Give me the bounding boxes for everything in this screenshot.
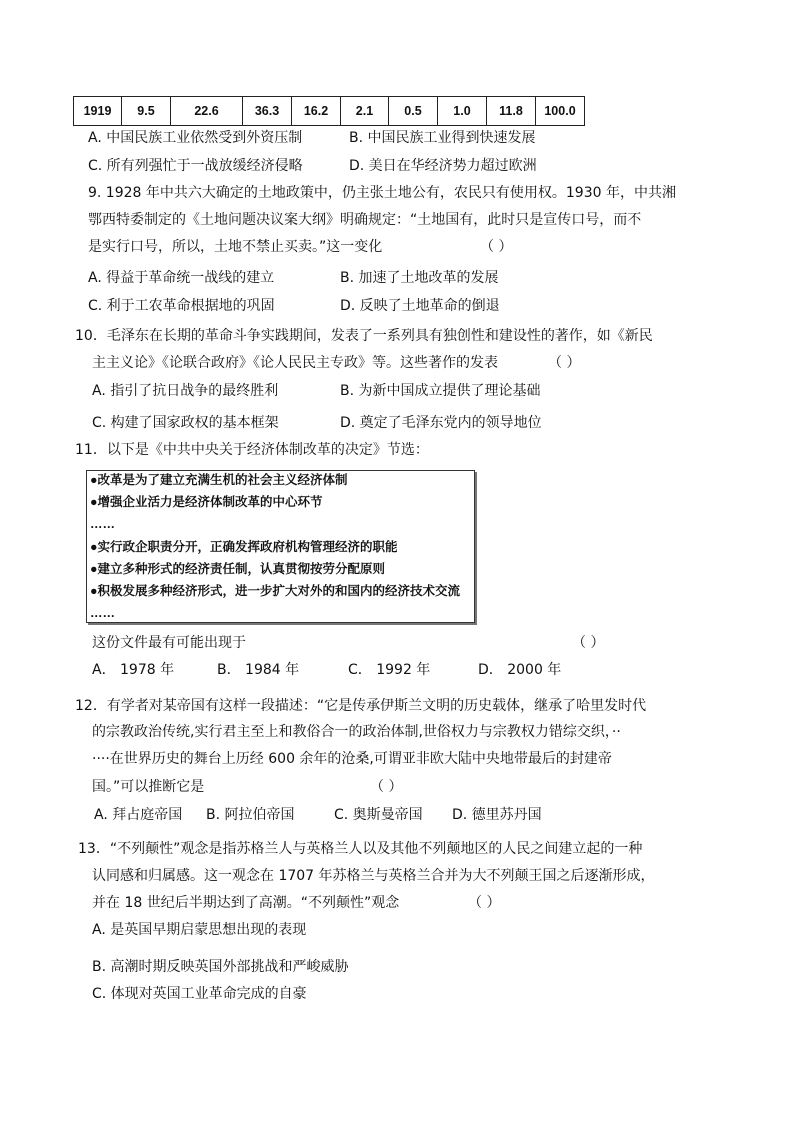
q12-answer-blank: （ ）: [370, 779, 403, 795]
table-cell: 36.3: [243, 97, 292, 126]
table-cell: 1919: [74, 97, 122, 126]
q11-question: 这份文件最有可能出现于: [92, 635, 246, 651]
q12-stem-line-3: ····在世界历史的舞台上历经 600 余年的沧桑,可谓亚非欧大陆中央地带最后的封建帝: [92, 751, 612, 767]
q11-option-d[interactable]: D． 2000 年: [478, 662, 562, 678]
q13-stem-line-1: 13．“不列颠性”观念是指苏格兰人与英格兰人以及其他不列颠地区的人民之间建立起的一种: [78, 841, 643, 857]
q12-option-a[interactable]: A. 拜占庭帝国: [94, 807, 183, 823]
excerpt-box: [86, 470, 475, 623]
table-cell: 22.6: [171, 97, 243, 126]
table-cell: 11.8: [487, 97, 536, 126]
q13-stem-line-3: 并在 18 世纪后半期达到了高潮。“不列颠性”观念: [92, 895, 400, 911]
q13-option-b[interactable]: B. 高潮时期反映英国外部挑战和严峻威胁: [92, 959, 349, 975]
q12-stem-line-2: 的宗教政治传统,实行君主至上和教俗合一的政治体制,世俗权力与宗教权力错综交织，··: [92, 724, 621, 740]
q9-stem-line-1: 9. 1928 年中共六大确定的土地政策中，仍主张土地公有，农民只有使用权。1930 年，中共湘: [88, 185, 676, 201]
table-cell: 2.1: [341, 97, 389, 126]
q9-option-b[interactable]: B. 加速了土地改革的发展: [340, 270, 499, 286]
q13-stem-line-2: 认同感和归属感。这一观念在 1707 年苏格兰与英格兰合并为大不列颠王国之后逐渐形成，: [92, 868, 655, 884]
q10-option-a[interactable]: A. 指引了抗日战争的最终胜利: [92, 383, 279, 399]
excerpt-line: ……: [90, 517, 115, 531]
q10-stem-line-1: 10．毛泽东在长期的革命斗争实践期间，发表了一系列具有独创性和建设性的著作，如《新民: [75, 328, 653, 344]
q9-answer-blank: （ ）: [480, 239, 513, 255]
excerpt-line: ●实行政企职责分开，正确发挥政府机构管理经济的职能: [90, 540, 398, 554]
q8-option-b[interactable]: B. 中国民族工业得到快速发展: [349, 130, 536, 146]
q13-answer-blank: （ ）: [468, 895, 501, 911]
data-table: [73, 96, 585, 126]
q13-option-c[interactable]: C. 体现对英国工业革命完成的自豪: [92, 986, 307, 1002]
q12-option-b[interactable]: B. 阿拉伯帝国: [206, 807, 295, 823]
q9-stem-line-3: 是实行口号，所以，土地不禁止买卖。”这一变化: [88, 239, 383, 255]
q11-option-b[interactable]: B． 1984 年: [217, 662, 300, 678]
excerpt-line: ●增强企业活力是经济体制改革的中心环节: [90, 495, 323, 509]
table-cell: 1.0: [438, 97, 487, 126]
q12-stem-line-4: 国。”可以推断它是: [92, 779, 205, 795]
q10-answer-blank: （ ）: [548, 355, 581, 371]
q12-option-c[interactable]: C. 奥斯曼帝国: [334, 807, 423, 823]
excerpt-line: ●积极发展多种经济形式，进一步扩大对外的和国内的经济技术交流: [90, 584, 461, 598]
table-cell: 0.5: [389, 97, 438, 126]
q10-option-c[interactable]: C. 构建了国家政权的基本框架: [92, 415, 279, 431]
excerpt-line: ●建立多种形式的经济责任制，认真贯彻按劳分配原则: [90, 562, 386, 576]
excerpt-line: ●改革是为了建立充满生机的社会主义经济体制: [90, 473, 348, 487]
q10-option-d[interactable]: D. 奠定了毛泽东党内的领导地位: [340, 415, 542, 431]
q8-option-c[interactable]: C. 所有列强忙于一战放缓经济侵略: [88, 158, 303, 174]
table-cell: 16.2: [292, 97, 341, 126]
q9-option-a[interactable]: A. 得益于革命统一战线的建立: [88, 270, 275, 286]
q12-option-d[interactable]: D. 德里苏丹国: [452, 807, 542, 823]
q12-stem-line-1: 12．有学者对某帝国有这样一段描述：“它是传承伊斯兰文明的历史载体，继承了哈里发时代: [75, 698, 647, 714]
q8-option-d[interactable]: D. 美日在华经济势力超过欧洲: [349, 158, 537, 174]
excerpt-line: ……: [90, 606, 115, 620]
q9-stem-line-2: 鄂西特委制定的《土地问题决议案大纲》明确规定：“土地国有，此时只是宣传口号，而不: [88, 212, 642, 228]
q11-option-a[interactable]: A． 1978 年: [92, 662, 175, 678]
q11-answer-blank: （ ）: [572, 635, 605, 651]
q9-option-d[interactable]: D. 反映了土地革命的倒退: [340, 298, 500, 314]
table-row: [74, 97, 585, 126]
q13-option-a[interactable]: A. 是英国早期启蒙思想出现的表现: [92, 922, 307, 938]
q10-option-b[interactable]: B. 为新中国成立提供了理论基础: [340, 383, 541, 399]
q8-option-a[interactable]: A. 中国民族工业依然受到外资压制: [88, 130, 303, 146]
table-cell: 100.0: [536, 97, 585, 126]
q9-option-c[interactable]: C. 利于工农革命根据地的巩固: [88, 298, 275, 314]
q10-stem-line-2: 主主义论》《论联合政府》《论人民民主专政》等。这些著作的发表: [92, 355, 498, 371]
q11-stem: 11．以下是《中共中央关于经济体制改革的决定》节选：: [75, 442, 429, 458]
table-cell: 9.5: [122, 97, 171, 126]
q11-option-c[interactable]: C． 1992 年: [348, 662, 431, 678]
